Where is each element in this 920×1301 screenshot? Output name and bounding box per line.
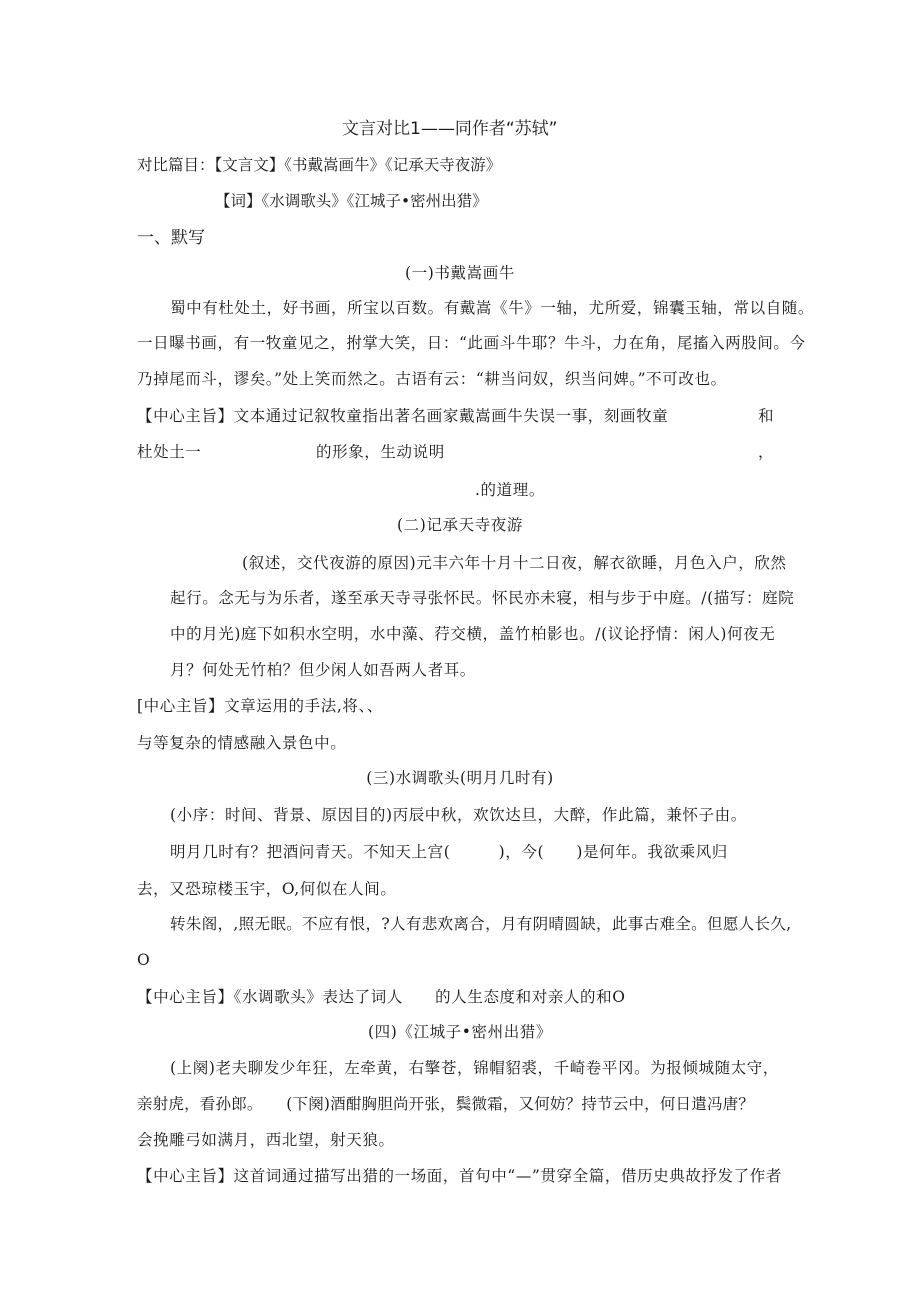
passage-1-line-1: 蜀中有杜处土，好书画，所宝以百数。有戴嵩《牛》一轴，尤所爱，锦囊玉轴，常以自随。	[170, 299, 815, 317]
passage-3-line-4: O	[137, 951, 151, 969]
passage-2-line-2: 起行。念无与为乐者，遂至承天寺寻张怀民。怀民亦未寝，相与步于中庭。/(描写：庭院	[170, 589, 795, 607]
passage-4-line-1: (上阕)老夫聊发少年狂，左牵黄，右擎苍，锦帽貂裘，千崎卷平冈。为报倾城随太守，	[170, 1059, 779, 1077]
passage-1-line-3: 乃掉尾而斗，谬矣。”处上笑而然之。古语有云：“耕当问奴，织当问婢。”不可改也。	[137, 370, 727, 388]
page-title: 文言对比1——同作者“苏轼”	[342, 119, 558, 139]
passage-1-theme-line-3: .的道理。	[475, 481, 545, 499]
passage-2-line-4: 月？何处无竹柏？但少闲人如吾两人者耳。	[170, 661, 476, 679]
compare-line-1: 对比篇目：【文言文】《书戴嵩画牛》《记承天寺夜游》	[137, 156, 502, 174]
passage-4-heading: (四)《江城子•密州出猎》	[367, 1023, 553, 1041]
passage-3-line-2: 去，又恐琼楼玉宇，O,何似在人间。	[137, 880, 397, 898]
passage-2-heading: (二)记承天寺夜游	[397, 516, 523, 534]
passage-3-line-3: 转朱阁，,照无眠。不应有恨，?人有悲欢离合，月有阴晴圆缺，此事古难全。但愿人长久,	[170, 915, 792, 933]
passage-1-theme-line-2-end: ，	[758, 443, 775, 461]
passage-2-theme-line-2: 与等复杂的情感融入景色中。	[137, 734, 347, 752]
passage-4-line-2: 亲射虎，看孙郎。 (下阕)酒酣胸胆尚开张，鬓微霜，又何妨？持节云中，何日遣冯唐？	[137, 1095, 755, 1113]
passage-4-theme: 【中心主旨】这首词通过描写出猎的一场面，首句中“—”贯穿全篇，借历史典故抒发了作者	[137, 1167, 782, 1185]
compare-line-2: 【词】《水调歌头》《江城子•密州出猎》	[215, 192, 488, 210]
passage-2-theme-line-1: [中心主旨】文章运用的手法,将、、	[137, 697, 383, 715]
passage-1-theme-line-1-end: 和	[758, 407, 775, 425]
passage-1-theme-line-1: 【中心主旨】文本通过记叙牧童指出著名画家戴嵩画牛失误一事，刻画牧童	[137, 407, 669, 425]
passage-1-line-2: 一日曝书画，有一牧童见之，拊掌大笑，日：“此画斗牛耶？牛斗，力在角，尾搐入两股间。今	[137, 334, 806, 352]
passage-3-line-1: 明月几时有？把酒问青天。不知天上宫( )，今( )是何年。我欲乘风归	[170, 843, 728, 861]
passage-3-heading: (三)水调歌头(明月几时有)	[366, 769, 554, 787]
section-heading-dictation: 一、默写	[137, 228, 205, 248]
passage-1-heading: (一)书戴嵩画牛	[405, 264, 515, 282]
passage-3-theme: 【中心主旨】《水调歌头》表达了词人 的人生态度和对亲人的和O	[137, 988, 626, 1006]
passage-3-preface: (小序：时间、背景、原因目的)丙辰中秋，欢饮达旦，大醉，作此篇，兼怀子由。	[170, 806, 747, 824]
passage-1-theme-line-2-mid: 的形象，生动说明	[316, 443, 445, 461]
passage-2-line-3: 中的月光)庭下如积水空明，水中藻、荇交横，盖竹柏影也。/(议论抒情：闲人)何夜无	[170, 625, 776, 643]
passage-2-line-1: (叙述，交代夜游的原因)元丰六年十月十二日夜，解衣欲睡，月色入户，欣然	[242, 554, 787, 572]
passage-1-theme-line-2: 杜处土一	[137, 443, 202, 461]
passage-4-line-3: 会挽雕弓如满月，西北望，射天狼。	[137, 1131, 395, 1149]
